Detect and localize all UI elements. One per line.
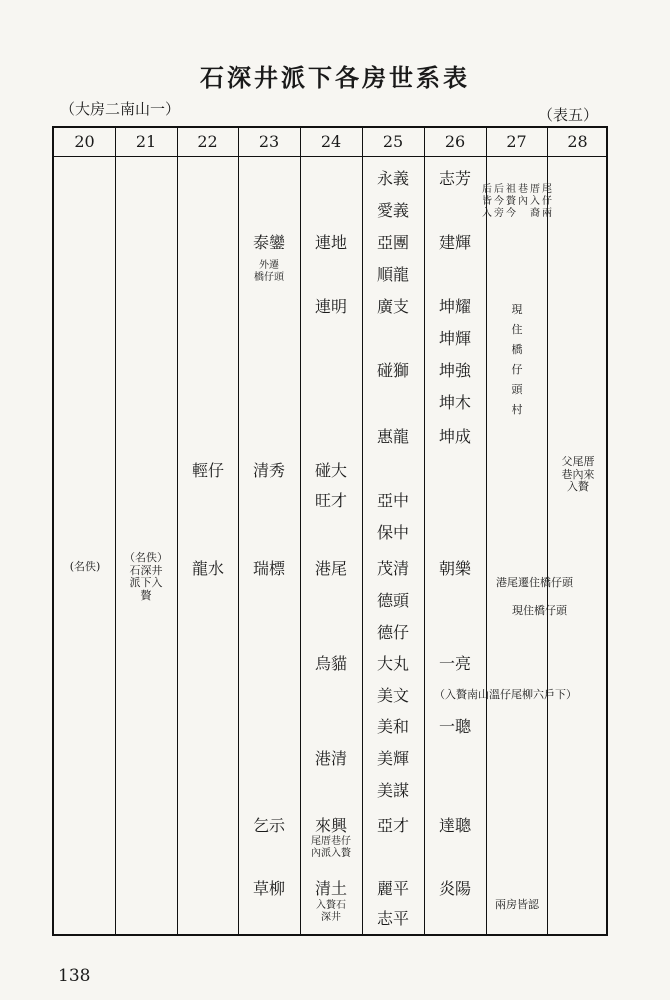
page-number: 138 [58, 966, 91, 986]
column-divider [238, 128, 239, 934]
gen26-name: 達聰 [438, 816, 472, 835]
gen25-name: 德仔 [376, 623, 410, 642]
gen25-name: 大丸 [376, 654, 410, 673]
gen25-name: 亞才 [376, 816, 410, 835]
gen24-name: 碰大 [314, 461, 348, 480]
gen26-name: 坤輝 [438, 329, 472, 348]
gen25-name: 惠龍 [376, 427, 410, 446]
gen23-name: 乞示 [252, 816, 286, 835]
gen26-name: 坤強 [438, 361, 472, 380]
table-number: （表五） [537, 106, 598, 124]
gen26-name: 朝樂 [438, 559, 472, 578]
gen24-name: 烏貓 [314, 654, 348, 673]
column-divider [300, 128, 301, 934]
gen25-name: 愛義 [376, 201, 410, 220]
page-title: 石深井派下各房世系表 [200, 63, 470, 92]
span-note: 現住橋仔頭 [512, 604, 567, 617]
gen28-note: 父尾厝 巷內來 入贅 [561, 455, 595, 494]
dash-divider [547, 648, 548, 678]
gen21-note: （名佚） 石深井 派下入 贅 [124, 551, 168, 602]
gen25-name: 順龍 [376, 265, 410, 284]
gen25-name: 亞團 [376, 233, 410, 252]
gen24-note: 入贅石 深井 [316, 900, 346, 923]
header-generation-23: 23 [258, 132, 280, 151]
gen25-name: 志平 [376, 909, 410, 928]
gen25-name: 美和 [376, 717, 410, 736]
gen25-name: 茂清 [376, 559, 410, 578]
gen25-name: 美文 [376, 686, 410, 705]
gen24-name: 來興 [314, 816, 348, 835]
gen23-note: 外遷 橋仔頭 [254, 260, 284, 283]
span-note: （入贅南山溫仔尾柳六戶下） [434, 688, 577, 701]
gen23-name: 瑞標 [252, 559, 286, 578]
gen26-name: 建輝 [438, 233, 472, 252]
gen20-name: (名佚) [69, 560, 101, 573]
gen27-note-bottom: 兩房皆認 [495, 898, 539, 911]
gen25-name: 保中 [376, 523, 410, 542]
header-generation-24: 24 [320, 132, 342, 151]
gen24-name: 清土 [314, 879, 348, 898]
gen26-name: 志芳 [438, 169, 472, 188]
gen24-note: 尾厝巷仔 內派入贅 [311, 836, 351, 859]
dash-divider [547, 718, 548, 923]
gen25-name: 碰獅 [376, 361, 410, 380]
gen25-name: 麗平 [376, 879, 410, 898]
column-divider [115, 128, 116, 934]
gen24-name: 連明 [314, 297, 348, 316]
gen25-name: 亞中 [376, 491, 410, 510]
gen23-name: 草柳 [252, 879, 286, 898]
header-generation-28: 28 [567, 132, 588, 151]
gen26-name: 坤成 [438, 427, 472, 446]
column-divider [424, 128, 425, 934]
gen27-residence: 現住橋仔頭村 [511, 303, 523, 416]
gen25-name: 永義 [376, 169, 410, 188]
gen25-name: 德頭 [376, 591, 410, 610]
gen27-note: 尾仔兩 厝入裔 巷內 祖贅今 后今旁 后皆入 [482, 184, 552, 219]
gen24-name: 港尾 [314, 559, 348, 578]
gen25-name: 美輝 [376, 749, 410, 768]
header-generation-22: 22 [197, 132, 218, 151]
gen24-name: 港清 [314, 749, 348, 768]
genealogy-table [52, 126, 608, 936]
header-generation-21: 21 [135, 132, 157, 151]
gen24-name: 連地 [314, 233, 348, 252]
header-generation-26: 26 [444, 132, 466, 151]
header-divider [54, 156, 606, 157]
gen26-name: 坤木 [438, 393, 472, 412]
gen26-name: 炎陽 [438, 879, 472, 898]
gen24-name: 旺才 [314, 491, 348, 510]
branch-label: （大房二南山一） [60, 100, 181, 118]
gen26-name: 一聰 [438, 717, 472, 736]
gen25-name: 廣支 [376, 297, 410, 316]
span-note: 港尾遷住橋仔頭 [496, 576, 573, 589]
gen23-name: 清秀 [252, 461, 286, 480]
column-divider [177, 128, 178, 934]
gen22-name: 龍水 [191, 559, 225, 578]
gen23-name: 泰鑾 [252, 233, 286, 252]
gen26-name: 一亮 [438, 654, 472, 673]
column-divider [362, 128, 363, 934]
column-divider [486, 128, 487, 934]
header-generation-27: 27 [506, 132, 527, 151]
gen22-name: 輕仔 [191, 461, 225, 480]
gen26-name: 坤耀 [438, 297, 472, 316]
header-generation-25: 25 [382, 132, 404, 151]
gen25-name: 美謀 [376, 781, 410, 800]
header-generation-20: 20 [74, 132, 95, 151]
